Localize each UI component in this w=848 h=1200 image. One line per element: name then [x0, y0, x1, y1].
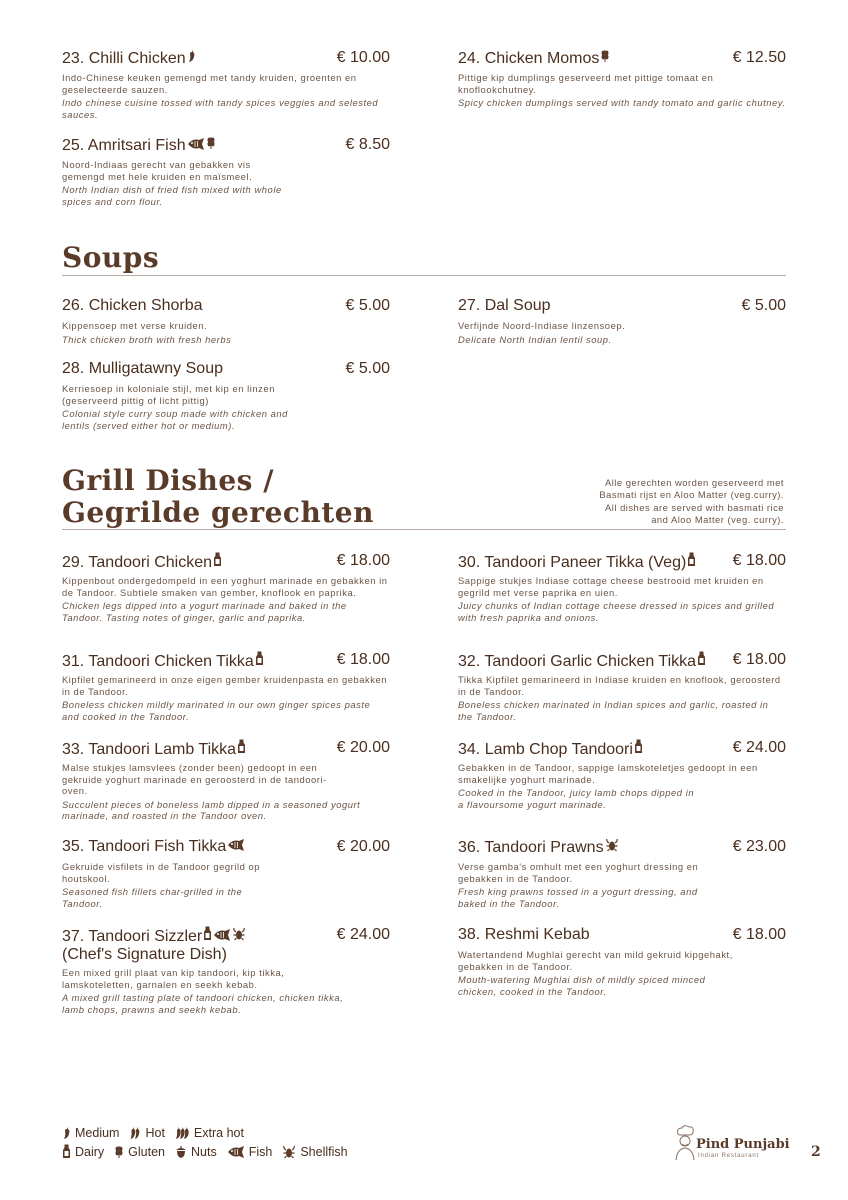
- item-description-nl: Verfijnde Noord-Indiase linzensoep.: [458, 320, 626, 331]
- dairy-icon: [634, 739, 643, 754]
- section-title-line-1: Grill Dishes /: [62, 464, 274, 497]
- menu-item-38: [458, 926, 786, 997]
- nut-icon: [175, 1145, 187, 1159]
- dairy-icon: [213, 552, 222, 567]
- item-description-nl: Noord-Indiaas gerecht van gebakken vis gemengd met hele kruiden en maïsmeel.: [62, 159, 253, 182]
- item-description-nl: Malse stukjes lamsvlees (zonder been) gedoopt in een gekruide yoghurt marinade en geroosterd in de tandoori-oven.: [62, 762, 327, 797]
- item-description-en: North Indian dish of fried fish mixed with whole spices and corn flour.: [62, 184, 282, 207]
- item-price: € 10.00: [336, 49, 390, 66]
- item-description-nl: Pittige kip dumplings geserveerd met pittige tomaat en knoflookchutney.: [458, 72, 714, 95]
- item-price: € 24.00: [336, 926, 390, 943]
- chili-icon: [187, 49, 196, 63]
- dairy-icon: [687, 552, 696, 567]
- item-name: 32. Tandoori Garlic Chicken Tikka: [458, 653, 697, 670]
- note-nl-1: Alle gerechten worden geserveerd met: [604, 477, 784, 488]
- item-name: 34. Lamb Chop Tandoori: [458, 741, 633, 758]
- item-description-en: Colonial style curry soup made with chicken and lentils (served either hot or medium).: [62, 408, 288, 431]
- item-price: € 18.00: [732, 926, 786, 943]
- section-title-line-2: Gegrilde gerechten: [62, 496, 374, 529]
- section-divider: [62, 529, 786, 530]
- section-title-grill: [62, 465, 374, 529]
- menu-item-28: [62, 360, 390, 431]
- item-name: 23. Chilli Chicken: [62, 50, 186, 67]
- legend-dairy: Dairy: [62, 1144, 104, 1159]
- legend-shellfish: Shellfish: [282, 1145, 347, 1159]
- menu-item-30: [458, 552, 786, 623]
- item-description-en: Seasoned fish fillets char-grilled in the Tandoor.: [62, 886, 243, 909]
- menu-item-35: [62, 838, 390, 909]
- item-price: € 18.00: [336, 552, 390, 569]
- item-description-nl: Tikka Kipfilet gemarineerd in Indiase kruiden en knoflook, geroosterd in de Tandoor.: [458, 674, 781, 697]
- section-title-soups: Soups: [62, 241, 160, 274]
- item-price: € 18.00: [732, 552, 786, 569]
- menu-item-36: [458, 838, 786, 909]
- item-price: € 8.50: [345, 136, 390, 153]
- item-description-nl: Gekruide visfilets in de Tandoor gegrild op houtskool.: [62, 861, 261, 884]
- item-description-nl: Kippenbout ondergedompeld in een yoghurt marinade en gebakken in de Tandoor. Subtiele smaken van gember, knoflook en paprika.: [62, 575, 388, 598]
- shellfish-icon: [232, 927, 246, 941]
- legend-fish: Fish: [227, 1145, 273, 1159]
- item-price: € 23.00: [732, 838, 786, 855]
- item-description-en: Mouth-watering Mughlai dish of mildly spiced minced chicken, cooked in the Tandoor.: [458, 974, 706, 997]
- dairy-icon: [237, 739, 246, 754]
- menu-item-23: [62, 49, 390, 120]
- item-description-nl: Verse gamba's omhult met een yoghurt dressing en gebakken in de Tandoor.: [458, 861, 699, 884]
- item-description-en: Boneless chicken mildly marinated in our own ginger spices paste and cooked in the Tandoor.: [62, 699, 371, 722]
- item-description-en: Fresh king prawns tossed in a yogurt dressing, and baked in the Tandoor.: [458, 886, 698, 909]
- item-description-nl: Sappige stukjes Indiase cottage cheese bestrooid met kruiden en gegrild met verse paprika en uien.: [458, 575, 764, 598]
- gluten-icon: [114, 1145, 124, 1159]
- fish-icon: [227, 1146, 245, 1158]
- item-price: € 18.00: [336, 651, 390, 668]
- item-description-nl: Kerriesoep in koloniale stijl, met kip en linzen (geserveerd pittig of licht pittig): [62, 383, 275, 406]
- note-en-2: and Aloo Matter (veg. curry).: [651, 513, 784, 525]
- item-description-en: Thick chicken broth with fresh herbs: [62, 333, 232, 345]
- section-divider: [62, 275, 786, 276]
- item-description-en: Chicken legs dipped into a yogurt marinade and baked in the Tandoor. Tasting notes of ginger, garlic and paprika.: [62, 600, 347, 623]
- item-subtitle: (Chef's Signature Dish): [62, 946, 227, 963]
- item-name: 26. Chicken Shorba: [62, 297, 203, 314]
- item-price: € 20.00: [336, 838, 390, 855]
- menu-item-37: [62, 926, 390, 1015]
- item-price: € 18.00: [732, 651, 786, 668]
- note-en-1: All dishes are served with basmati rice: [605, 502, 784, 513]
- legend-nuts: Nuts: [175, 1145, 217, 1159]
- legend-gluten: Gluten: [114, 1145, 165, 1159]
- item-description-en: A mixed grill tasting plate of tandoori chicken, chicken tikka, lamb chops, prawns and seekh kebab.: [62, 992, 344, 1015]
- menu-item-24: [458, 49, 786, 109]
- menu-item-25: [62, 136, 390, 207]
- menu-item-29: [62, 552, 390, 623]
- legend-medium: Medium: [62, 1126, 119, 1140]
- shellfish-icon: [605, 838, 619, 852]
- item-description-en: Spicy chicken dumplings served with tandy tomato and garlic chutney.: [458, 97, 786, 109]
- dairy-icon: [697, 651, 706, 666]
- item-description-nl: Kipfilet gemarineerd in onze eigen gember kruidenpasta en gebakken in de Tandoor.: [62, 674, 388, 697]
- chili-double-icon: [129, 1126, 141, 1140]
- item-name: 36. Tandoori Prawns: [458, 839, 604, 856]
- item-description-en: Juicy chunks of Indian cottage cheese dressed in spices and grilled with fresh paprika and onions.: [458, 600, 775, 623]
- item-name: 35. Tandoori Fish Tikka: [62, 838, 227, 855]
- menu-item-33: [62, 739, 390, 822]
- grill-serving-note: [544, 477, 784, 525]
- item-price: € 12.50: [732, 49, 786, 66]
- item-name: 38. Reshmi Kebab: [458, 926, 590, 943]
- menu-item-34: [458, 739, 786, 810]
- item-price: € 5.00: [345, 297, 390, 314]
- restaurant-name: Pind Punjabi: [696, 1137, 790, 1152]
- gluten-icon: [600, 49, 610, 63]
- gluten-icon: [206, 136, 216, 150]
- chili-triple-icon: [175, 1126, 190, 1140]
- item-description-en: Indo chinese cuisine tossed with tandy spices veggies and selested sauces.: [62, 97, 379, 120]
- dairy-icon: [203, 926, 212, 941]
- item-price: € 20.00: [336, 739, 390, 756]
- item-name: 24. Chicken Momos: [458, 50, 600, 67]
- fish-icon: [213, 929, 231, 941]
- item-description-nl: Gebakken in de Tandoor, sappige lamskoteletjes gedoopt in een smakelijke yoghurt marinade.: [458, 762, 758, 785]
- item-description-en: Cooked in the Tandoor, juicy lamb chops dipped in a flavoursome yogurt marinade.: [458, 787, 695, 810]
- legend-extra-hot: Extra hot: [175, 1126, 244, 1140]
- item-name: 27. Dal Soup: [458, 297, 551, 314]
- item-description-nl: Een mixed grill plaat van kip tandoori, kip tikka, lamskoteletten, garnalen en seekh kebab.: [62, 967, 285, 990]
- item-price: € 5.00: [741, 297, 786, 314]
- restaurant-tagline: Indian Restaurant: [698, 1153, 759, 1159]
- menu-item-32: [458, 651, 786, 722]
- item-name: 33. Tandoori Lamb Tikka: [62, 741, 237, 758]
- fish-icon: [187, 138, 205, 150]
- item-description-nl: Kippensoep met verse kruiden.: [62, 320, 208, 331]
- item-description-nl: Watertandend Mughlai gerecht van mild gekruid kipgehakt, gebakken in de Tandoor.: [458, 949, 733, 972]
- menu-item-27: [458, 297, 786, 345]
- legend-hot: Hot: [129, 1126, 164, 1140]
- item-description-nl: Indo-Chinese keuken gemengd met tandy kruiden, groenten en geselecteerde sauzen.: [62, 72, 357, 95]
- item-description-en: Boneless chicken marinated in Indian spices and garlic, roasted in the Tandoor.: [458, 699, 769, 722]
- item-name: 30. Tandoori Paneer Tikka (Veg): [458, 554, 687, 571]
- item-name: 37. Tandoori Sizzler: [62, 928, 203, 945]
- menu-item-26: [62, 297, 390, 345]
- shellfish-icon: [282, 1145, 296, 1159]
- dairy-icon: [255, 651, 264, 666]
- item-description-en: Delicate North Indian lentil soup.: [458, 333, 612, 345]
- note-nl-2: Basmati rijst en Aloo Matter (veg.curry).: [599, 488, 784, 500]
- allergen-legend-row-2: [62, 1144, 354, 1159]
- page-number: 2: [811, 1144, 821, 1160]
- allergen-legend-row-1: [62, 1126, 250, 1140]
- item-price: € 24.00: [732, 739, 786, 756]
- menu-item-31: [62, 651, 390, 722]
- chili-icon: [62, 1126, 71, 1140]
- item-name: 31. Tandoori Chicken Tikka: [62, 653, 254, 670]
- item-description-en: Succulent pieces of boneless lamb dipped in a seasoned yogurt marinade, and roasted in the Tandoor oven.: [62, 798, 361, 822]
- item-name: 25. Amritsari Fish: [62, 137, 186, 154]
- dairy-icon: [62, 1144, 71, 1159]
- item-name: 28. Mulligatawny Soup: [62, 360, 223, 377]
- fish-icon: [227, 839, 245, 851]
- item-name: 29. Tandoori Chicken: [62, 554, 213, 571]
- item-price: € 5.00: [345, 360, 390, 377]
